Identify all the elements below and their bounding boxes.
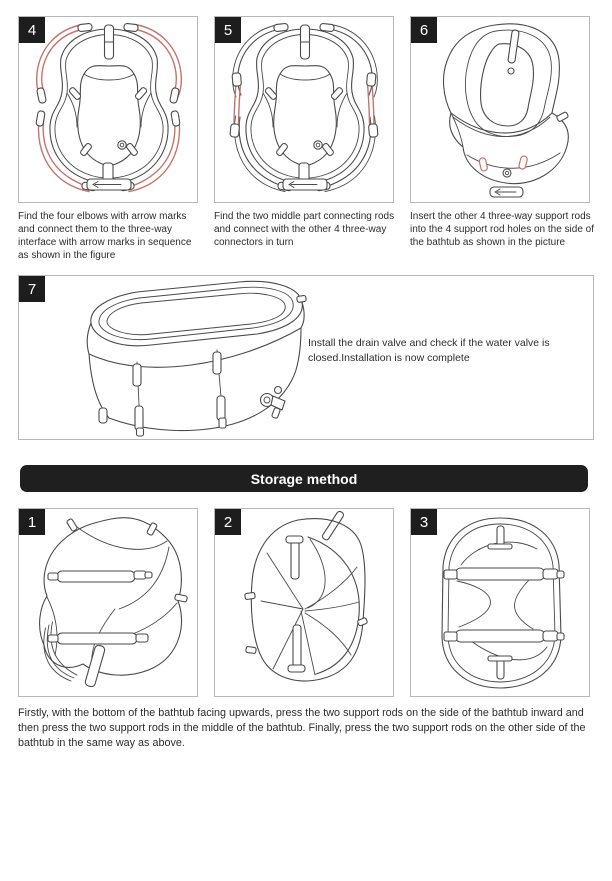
step-7-caption: Install the drain valve and check if the water valve is closed.Installation is now complete — [308, 337, 550, 364]
step-5-panel — [214, 16, 394, 203]
step-number-badge — [19, 509, 45, 535]
step-number-badge — [411, 17, 437, 43]
step-number: 2 — [223, 513, 233, 531]
storage-method-banner — [20, 465, 588, 492]
step-5-illustration — [215, 17, 393, 202]
step-6-illustration — [411, 17, 589, 202]
step-4-panel — [18, 16, 198, 203]
step-6-panel — [410, 16, 590, 203]
step-number: 3 — [419, 513, 429, 531]
step-number: 6 — [419, 21, 429, 39]
storage-step-2-panel — [214, 508, 394, 697]
storage-step-3-panel — [410, 508, 590, 697]
step-5-caption: Find the two middle part connecting rods and connect with the other 4 three-way connectors in turn — [214, 211, 395, 248]
storage-step-1-illustration — [19, 509, 197, 696]
step-number: 1 — [27, 513, 37, 531]
storage-instructions: Firstly, with the bottom of the bathtub facing upwards, press the two support rods on the side of the bathtub inward and then press the two support rods in the middle of the bathtub. Finally, press the two support rods on the other side of the bathtub in the same way as above. — [18, 707, 586, 749]
step-7-panel — [18, 275, 594, 440]
step-4-illustration — [19, 17, 197, 202]
step-7-illustration — [45, 278, 325, 438]
step-number-badge — [19, 17, 45, 43]
step-number: 7 — [27, 280, 37, 298]
step-number: 5 — [223, 21, 233, 39]
storage-step-2-illustration — [215, 509, 393, 696]
step-6-caption: Insert the other 4 three-way support rods into the 4 support rod holes on the side of the bathtub as shown in the picture — [410, 211, 595, 248]
step-number: 4 — [27, 21, 37, 39]
storage-step-3-illustration — [411, 509, 589, 696]
step-number-badge — [215, 509, 241, 535]
storage-method-banner-label: Storage method — [250, 470, 358, 487]
step-number-badge — [215, 17, 241, 43]
step-4-caption: Find the four elbows with arrow marks and connect them to the three-way interface with arrow marks in sequence as shown in the figure — [18, 211, 192, 261]
step-number-badge — [19, 276, 45, 302]
storage-step-1-panel — [18, 508, 198, 697]
step-number-badge — [411, 509, 437, 535]
